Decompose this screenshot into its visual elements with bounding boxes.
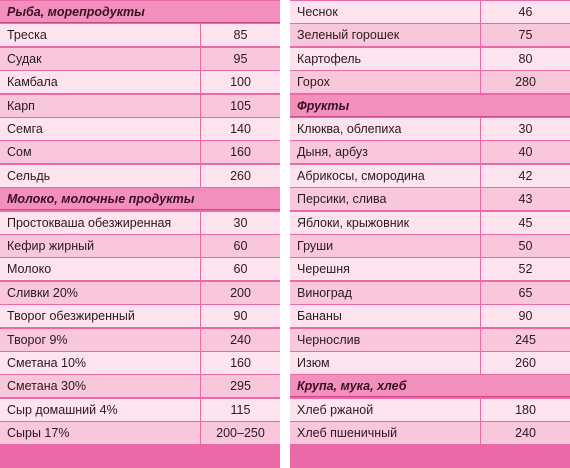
table-row [290, 71, 570, 93]
table-row [290, 258, 570, 280]
calorie-value: 240 [480, 422, 570, 444]
food-name: Сливки 20% [0, 282, 200, 304]
calorie-value: 180 [480, 399, 570, 421]
table-row [0, 375, 280, 397]
table-row [0, 258, 280, 280]
column-gap [280, 0, 290, 468]
table-row [290, 1, 570, 23]
table-row [0, 422, 280, 444]
table-row [0, 399, 280, 421]
food-name: Зеленый горошек [290, 24, 480, 46]
table-row [290, 212, 570, 234]
food-name: Чеснок [290, 1, 480, 23]
food-name: Молоко [0, 258, 200, 280]
calorie-value: 90 [480, 305, 570, 327]
food-name: Изюм [290, 352, 480, 374]
table-row [0, 141, 280, 163]
calorie-value: 80 [480, 48, 570, 70]
calorie-value: 200–250 [200, 422, 280, 444]
calorie-value: 60 [200, 258, 280, 280]
table-row [0, 329, 280, 351]
food-name: Картофель [290, 48, 480, 70]
calorie-value: 115 [200, 399, 280, 421]
table-row [0, 212, 280, 234]
food-name: Черешня [290, 258, 480, 280]
calorie-value: 160 [200, 141, 280, 163]
calorie-value: 45 [480, 212, 570, 234]
calorie-value: 260 [480, 352, 570, 374]
food-name: Кефир жирный [0, 235, 200, 257]
table-row [290, 329, 570, 351]
calorie-value: 60 [200, 235, 280, 257]
table-row [0, 282, 280, 304]
table-row [0, 118, 280, 140]
table-row [290, 48, 570, 70]
table-row [290, 352, 570, 374]
food-name: Груши [290, 235, 480, 257]
food-name: Хлеб ржаной [290, 399, 480, 421]
left-column [0, 0, 280, 468]
calorie-value: 240 [200, 329, 280, 351]
table-row [290, 165, 570, 187]
food-name: Творог 9% [0, 329, 200, 351]
calorie-value: 75 [480, 24, 570, 46]
calorie-value: 105 [200, 95, 280, 117]
calorie-value: 43 [480, 188, 570, 210]
table-row [0, 24, 280, 46]
food-name: Творог обезжиренный [0, 305, 200, 327]
food-name: Сыр домашний 4% [0, 399, 200, 421]
table-row [0, 165, 280, 187]
calorie-value: 65 [480, 282, 570, 304]
calorie-value: 295 [200, 375, 280, 397]
calorie-value: 85 [200, 24, 280, 46]
table-row [290, 305, 570, 327]
calorie-value: 100 [200, 71, 280, 93]
table-row [290, 235, 570, 257]
food-name: Карп [0, 95, 200, 117]
section-header [0, 1, 280, 23]
table-row [290, 399, 570, 421]
section-header-label: Фрукты [290, 95, 570, 117]
food-name: Хлеб пшеничный [290, 422, 480, 444]
calorie-value: 280 [480, 71, 570, 93]
section-header-label: Рыба, морепродукты [0, 1, 280, 23]
food-name: Персики, слива [290, 188, 480, 210]
food-name: Сом [0, 141, 200, 163]
food-name: Камбала [0, 71, 200, 93]
food-name: Абрикосы, смородина [290, 165, 480, 187]
table-row [290, 141, 570, 163]
section-header [290, 95, 570, 117]
table-row [0, 48, 280, 70]
food-name: Клюква, облепиха [290, 118, 480, 140]
calorie-value: 30 [200, 212, 280, 234]
food-name: Яблоки, крыжовник [290, 212, 480, 234]
section-header-label: Крупа, мука, хлеб [290, 375, 570, 397]
right-column [290, 0, 570, 468]
food-name: Горох [290, 71, 480, 93]
food-name: Треска [0, 24, 200, 46]
calorie-value: 245 [480, 329, 570, 351]
food-name: Семга [0, 118, 200, 140]
table-row [0, 95, 280, 117]
food-name: Виноград [290, 282, 480, 304]
food-name: Чернослив [290, 329, 480, 351]
calorie-value: 50 [480, 235, 570, 257]
section-header [290, 375, 570, 397]
food-name: Сельдь [0, 165, 200, 187]
table-row [0, 352, 280, 374]
calorie-value: 140 [200, 118, 280, 140]
section-header-label: Молоко, молочные продукты [0, 188, 280, 210]
calorie-value: 52 [480, 258, 570, 280]
calorie-value: 30 [480, 118, 570, 140]
table-row [290, 188, 570, 210]
calorie-value: 95 [200, 48, 280, 70]
table-row [0, 71, 280, 93]
food-name: Судак [0, 48, 200, 70]
calorie-value: 160 [200, 352, 280, 374]
calorie-value: 46 [480, 1, 570, 23]
table-row [290, 422, 570, 444]
food-name: Сметана 10% [0, 352, 200, 374]
table-row [290, 24, 570, 46]
table-row [0, 305, 280, 327]
food-name: Бананы [290, 305, 480, 327]
calorie-value: 42 [480, 165, 570, 187]
section-header [0, 188, 280, 210]
calorie-value: 200 [200, 282, 280, 304]
food-name: Дыня, арбуз [290, 141, 480, 163]
food-name: Простокваша обезжиренная [0, 212, 200, 234]
calorie-value: 260 [200, 165, 280, 187]
table-row [290, 118, 570, 140]
table-row [0, 235, 280, 257]
table-row [290, 282, 570, 304]
food-name: Сыры 17% [0, 422, 200, 444]
calorie-value: 40 [480, 141, 570, 163]
calorie-value: 90 [200, 305, 280, 327]
food-name: Сметана 30% [0, 375, 200, 397]
